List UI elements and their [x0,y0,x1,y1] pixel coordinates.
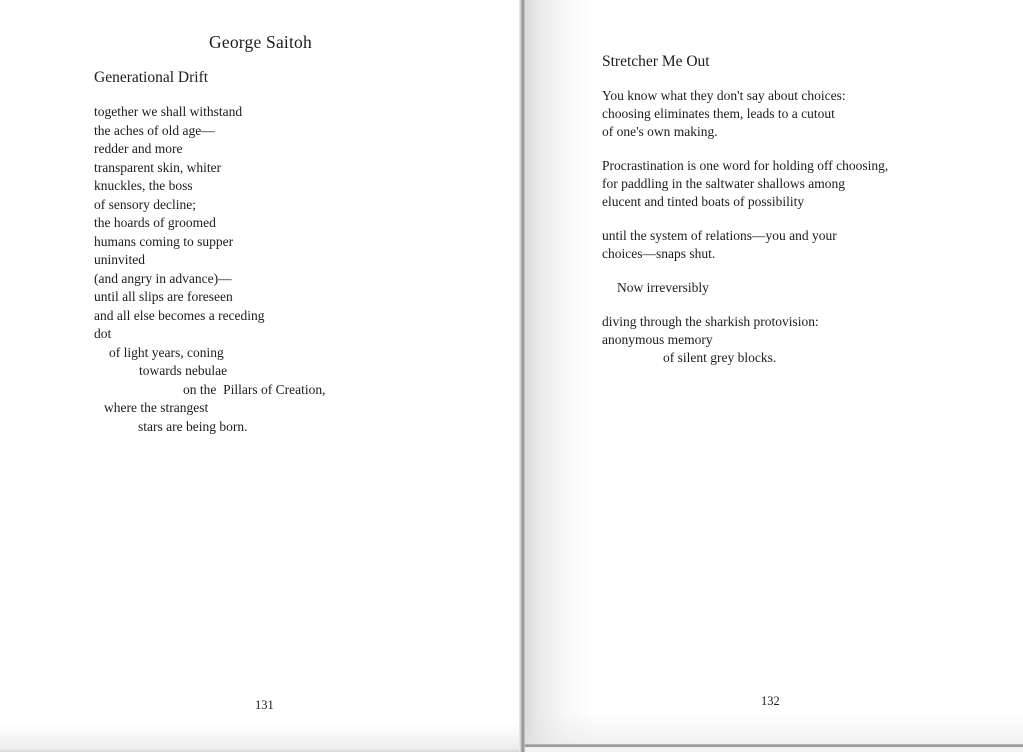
poem-line: Now irreversibly [617,280,709,295]
poem-line: choosing eliminates them, leads to a cutout [602,106,835,121]
poem-line: until all slips are foreseen [94,289,233,304]
poem-line [602,141,888,157]
poem-line: transparent skin, whiter [94,159,222,175]
poem-line: redder and more [94,141,183,156]
poem-line: diving through the sharkish protovision: [602,314,819,329]
page-below-edge [525,747,1023,752]
right-poem-body [602,87,888,367]
poem-line: knuckles, the boss [94,178,193,193]
poem-line [602,297,888,313]
left-poem-body [94,103,325,436]
poem-line: Procrastination is one word for holding off choosing, [602,158,889,173]
poem-line: elucent and tinted boats of possibility [602,194,805,209]
poem-line: where the strangest [104,400,209,415]
poem-line [602,263,888,279]
left-poem-title: Generational Drift [94,69,209,86]
right-poem-title: Stretcher Me Out [602,53,710,70]
right-page [525,0,1023,752]
poem-line: towards nebulae [139,363,228,378]
left-page-number: 131 [255,698,274,712]
poem-line [602,211,888,227]
poem-line: You know what they don't say about choices: [602,88,846,103]
poem-line: on the Pillars of Creation, [183,381,326,397]
poem-line: the aches of old age— [94,122,215,138]
poem-line: anonymous memory [602,332,713,347]
poem-line: (and angry in advance)— [94,270,232,286]
poem-line: and all else becomes a receding [94,307,265,323]
poem-line: for paddling in the saltwater shallows among [602,176,845,191]
poem-line: humans coming to supper [94,233,234,249]
poem-line: of sensory decline; [94,196,196,212]
right-page-number: 132 [761,694,780,708]
poem-line: dot [94,326,112,341]
poem-line: together we shall withstand [94,104,243,119]
poem-line: of silent grey blocks. [663,350,777,365]
poem-line: uninvited [94,252,145,267]
poem-line: until the system of relations—you and your [602,228,837,243]
poem-line: the hoards of groomed [94,215,216,230]
poem-line: stars are being born. [138,418,248,434]
poem-line: of light years, coning [109,344,224,360]
poem-line: choices—snaps shut. [602,246,716,261]
poem-line: of one's own making. [602,124,718,139]
running-header-author: George Saitoh [209,32,312,52]
